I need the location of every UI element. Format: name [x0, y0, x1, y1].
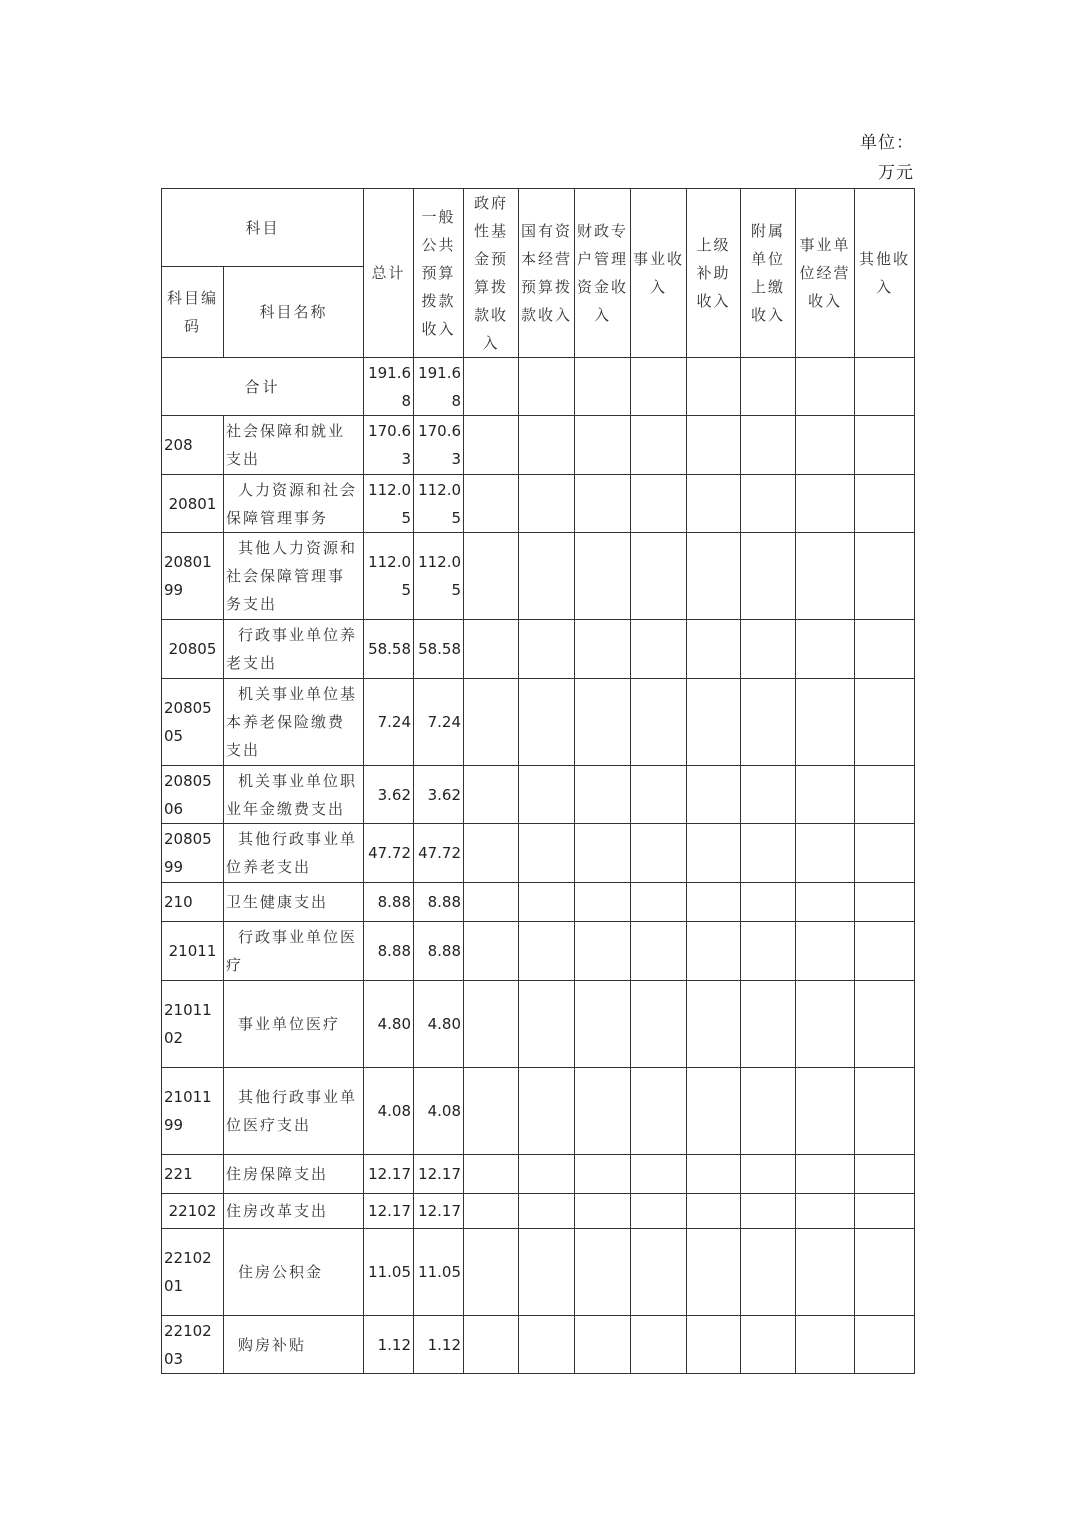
total-value: 11.05 [364, 1229, 414, 1316]
subject-name: 卫生健康支出 [224, 883, 364, 922]
empty-cell [519, 1155, 575, 1194]
subject-name: 机关事业单位职业年金缴费支出 [224, 766, 364, 824]
empty-cell [855, 620, 915, 679]
table-row [162, 824, 915, 883]
subject-name: 住房改革支出 [224, 1194, 364, 1229]
budget-income-table [161, 188, 915, 1374]
empty-cell [687, 1068, 741, 1155]
unit-line-2: 万元 [878, 163, 914, 183]
header-fiscal-special: 财政专户管理资金收入 [575, 189, 631, 358]
empty-cell [464, 416, 519, 475]
empty-cell [631, 824, 687, 883]
empty-cell [855, 922, 915, 981]
empty-cell [796, 416, 855, 475]
empty-cell [519, 475, 575, 533]
subject-name: 住房公积金 [224, 1229, 364, 1316]
empty-cell [741, 1194, 796, 1229]
total-total: 191.68 [364, 358, 414, 416]
empty-cell [796, 620, 855, 679]
empty-cell [796, 1068, 855, 1155]
subject-code: 2210201 [162, 1229, 224, 1316]
empty-cell [741, 533, 796, 620]
subject-code: 221 [162, 1155, 224, 1194]
table-row [162, 533, 915, 620]
subject-name: 社会保障和就业支出 [224, 416, 364, 475]
empty-cell [575, 1155, 631, 1194]
empty-cell [631, 1155, 687, 1194]
total-value: 4.80 [364, 981, 414, 1068]
empty-cell [741, 475, 796, 533]
subject-name: 事业单位医疗 [224, 981, 364, 1068]
unit-label [840, 128, 914, 188]
empty-cell [464, 922, 519, 981]
empty-cell [575, 1229, 631, 1316]
empty-cell [855, 766, 915, 824]
empty-cell [741, 620, 796, 679]
empty-cell [519, 1194, 575, 1229]
empty-cell [631, 1068, 687, 1155]
empty-cell [796, 475, 855, 533]
empty-cell [464, 533, 519, 620]
general-budget-value: 170.63 [414, 416, 464, 475]
header-subject: 科目 [162, 189, 364, 267]
general-budget-value: 12.17 [414, 1194, 464, 1229]
subject-code: 22102 [162, 1194, 224, 1229]
empty-cell [687, 766, 741, 824]
general-budget-value: 11.05 [414, 1229, 464, 1316]
empty-cell [575, 922, 631, 981]
table-row [162, 1194, 915, 1229]
empty-cell [519, 883, 575, 922]
empty-cell [575, 766, 631, 824]
subject-name: 行政事业单位养老支出 [224, 620, 364, 679]
empty-cell [741, 416, 796, 475]
empty-cell [741, 922, 796, 981]
total-value: 3.62 [364, 766, 414, 824]
empty-cell [631, 922, 687, 981]
empty-cell [855, 824, 915, 883]
table-row [162, 1229, 915, 1316]
empty-cell [855, 416, 915, 475]
empty-cell [519, 679, 575, 766]
table-row [162, 922, 915, 981]
header-gov-fund: 政府性基金预算拨款收入 [464, 189, 519, 358]
empty-cell [464, 1068, 519, 1155]
empty-cell [687, 1194, 741, 1229]
empty-cell [741, 766, 796, 824]
table-row [162, 1068, 915, 1155]
empty-cell [855, 981, 915, 1068]
empty-cell [631, 416, 687, 475]
empty-cell [855, 1316, 915, 1374]
empty-cell [687, 533, 741, 620]
subject-name: 行政事业单位医疗 [224, 922, 364, 981]
empty-cell [687, 883, 741, 922]
empty-cell [855, 1068, 915, 1155]
header-general-budget: 一般公共预算拨款收入 [414, 189, 464, 358]
empty-cell [519, 1068, 575, 1155]
subject-code: 2080199 [162, 533, 224, 620]
empty-cell [855, 475, 915, 533]
total-value: 170.63 [364, 416, 414, 475]
empty-cell [631, 1194, 687, 1229]
header-operating: 事业单位经营收入 [796, 189, 855, 358]
empty-cell [796, 1316, 855, 1374]
empty-cell [631, 679, 687, 766]
empty-cell [575, 533, 631, 620]
general-budget-value: 112.05 [414, 533, 464, 620]
empty-cell [575, 824, 631, 883]
subject-code: 2080599 [162, 824, 224, 883]
empty-cell [741, 679, 796, 766]
subject-code: 2080506 [162, 766, 224, 824]
empty-cell [464, 981, 519, 1068]
empty-cell [796, 1194, 855, 1229]
empty-cell [687, 1155, 741, 1194]
empty-cell [687, 981, 741, 1068]
empty-cell [519, 766, 575, 824]
table-row [162, 620, 915, 679]
total-row [162, 358, 915, 416]
subject-code: 2101199 [162, 1068, 224, 1155]
empty-cell [631, 620, 687, 679]
empty-cell [741, 1155, 796, 1194]
empty-cell [796, 766, 855, 824]
empty-cell [687, 620, 741, 679]
empty-cell [575, 416, 631, 475]
total-general: 191.68 [414, 358, 464, 416]
empty-cell [631, 475, 687, 533]
empty-cell [464, 824, 519, 883]
total-value: 112.05 [364, 533, 414, 620]
empty-cell [575, 620, 631, 679]
unit-line-1: 单位： [860, 133, 914, 153]
empty-cell [796, 922, 855, 981]
empty-cell [575, 883, 631, 922]
empty-cell [796, 533, 855, 620]
subject-code: 20801 [162, 475, 224, 533]
empty-cell [741, 1229, 796, 1316]
total-value: 47.72 [364, 824, 414, 883]
empty-cell [519, 1229, 575, 1316]
empty-cell [464, 1316, 519, 1374]
empty-cell [519, 1316, 575, 1374]
empty-cell [575, 1194, 631, 1229]
empty-cell [687, 416, 741, 475]
general-budget-value: 7.24 [414, 679, 464, 766]
subject-code: 2080505 [162, 679, 224, 766]
empty-cell [631, 533, 687, 620]
empty-cell [464, 475, 519, 533]
table-row [162, 766, 915, 824]
header-superior-subsidy: 上级补助收入 [687, 189, 741, 358]
table-row [162, 679, 915, 766]
table-row [162, 981, 915, 1068]
subject-code: 20805 [162, 620, 224, 679]
subject-code: 2210203 [162, 1316, 224, 1374]
empty-cell [796, 1229, 855, 1316]
empty-cell [519, 981, 575, 1068]
empty-cell [741, 824, 796, 883]
empty-cell [741, 1068, 796, 1155]
total-label: 合计 [162, 358, 364, 416]
empty-cell [631, 766, 687, 824]
table-row [162, 416, 915, 475]
empty-cell [464, 883, 519, 922]
empty-cell [464, 679, 519, 766]
subject-code: 2101102 [162, 981, 224, 1068]
subject-name: 住房保障支出 [224, 1155, 364, 1194]
table-row [162, 883, 915, 922]
total-value: 12.17 [364, 1155, 414, 1194]
table-row [162, 475, 915, 533]
empty-cell [631, 1229, 687, 1316]
empty-cell [575, 1316, 631, 1374]
empty-cell [631, 1316, 687, 1374]
general-budget-value: 12.17 [414, 1155, 464, 1194]
empty-cell [687, 922, 741, 981]
subject-code: 21011 [162, 922, 224, 981]
empty-cell [519, 620, 575, 679]
empty-cell [687, 1316, 741, 1374]
empty-cell [631, 883, 687, 922]
total-value: 112.05 [364, 475, 414, 533]
total-value: 1.12 [364, 1316, 414, 1374]
total-value: 8.88 [364, 883, 414, 922]
empty-cell [855, 883, 915, 922]
empty-cell [464, 1194, 519, 1229]
header-affiliated: 附属单位上缴收入 [741, 189, 796, 358]
empty-cell [575, 1068, 631, 1155]
empty-cell [687, 1229, 741, 1316]
general-budget-value: 4.80 [414, 981, 464, 1068]
total-value: 12.17 [364, 1194, 414, 1229]
subject-code: 208 [162, 416, 224, 475]
table-row [162, 1155, 915, 1194]
general-budget-value: 3.62 [414, 766, 464, 824]
total-value: 7.24 [364, 679, 414, 766]
subject-code: 210 [162, 883, 224, 922]
empty-cell [855, 1194, 915, 1229]
header-total: 总计 [364, 189, 414, 358]
empty-cell [519, 824, 575, 883]
empty-cell [796, 883, 855, 922]
subject-name: 其他行政事业单位医疗支出 [224, 1068, 364, 1155]
empty-cell [575, 981, 631, 1068]
empty-cell [464, 766, 519, 824]
header-state-capital: 国有资本经营预算拨款收入 [519, 189, 575, 358]
total-value: 4.08 [364, 1068, 414, 1155]
general-budget-value: 1.12 [414, 1316, 464, 1374]
empty-cell [855, 679, 915, 766]
empty-cell [687, 824, 741, 883]
empty-cell [796, 1155, 855, 1194]
empty-cell [631, 981, 687, 1068]
empty-cell [855, 1155, 915, 1194]
general-budget-value: 8.88 [414, 922, 464, 981]
general-budget-value: 47.72 [414, 824, 464, 883]
empty-cell [519, 922, 575, 981]
subject-name: 机关事业单位基本养老保险缴费支出 [224, 679, 364, 766]
empty-cell [796, 824, 855, 883]
subject-name: 购房补贴 [224, 1316, 364, 1374]
empty-cell [575, 679, 631, 766]
empty-cell [464, 620, 519, 679]
empty-cell [855, 533, 915, 620]
general-budget-value: 112.05 [414, 475, 464, 533]
header-code: 科目编码 [162, 267, 224, 358]
empty-cell [741, 1316, 796, 1374]
empty-cell [741, 981, 796, 1068]
empty-cell [796, 981, 855, 1068]
empty-cell [519, 416, 575, 475]
general-budget-value: 4.08 [414, 1068, 464, 1155]
total-value: 58.58 [364, 620, 414, 679]
empty-cell [575, 475, 631, 533]
general-budget-value: 8.88 [414, 883, 464, 922]
header-name: 科目名称 [224, 267, 364, 358]
empty-cell [687, 475, 741, 533]
header-other: 其他收入 [855, 189, 915, 358]
total-value: 8.88 [364, 922, 414, 981]
general-budget-value: 58.58 [414, 620, 464, 679]
empty-cell [796, 679, 855, 766]
empty-cell [464, 1155, 519, 1194]
header-business-income: 事业收入 [631, 189, 687, 358]
empty-cell [519, 533, 575, 620]
table-row [162, 1316, 915, 1374]
subject-name: 其他人力资源和社会保障管理事务支出 [224, 533, 364, 620]
empty-cell [464, 1229, 519, 1316]
empty-cell [741, 883, 796, 922]
subject-name: 其他行政事业单位养老支出 [224, 824, 364, 883]
empty-cell [855, 1229, 915, 1316]
empty-cell [687, 679, 741, 766]
subject-name: 人力资源和社会保障管理事务 [224, 475, 364, 533]
